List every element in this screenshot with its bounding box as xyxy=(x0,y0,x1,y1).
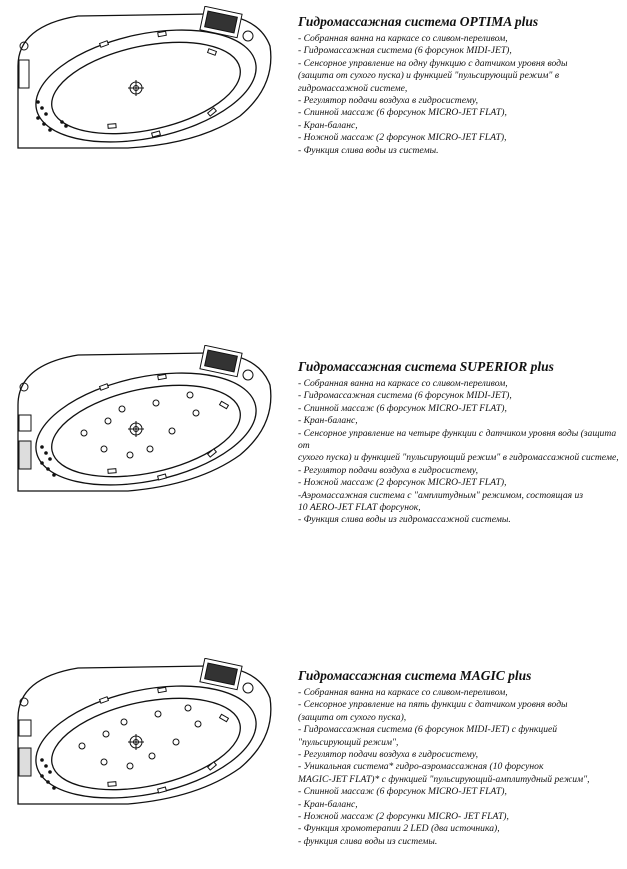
section-title: Гидромассажная система OPTIMA plus xyxy=(298,14,539,29)
jets xyxy=(100,31,217,137)
list-item: гидромассажной системе, xyxy=(298,82,408,94)
list-item: - Собранная ванна на каркасе со сливом-переливом, xyxy=(298,378,508,389)
drain xyxy=(128,734,144,750)
tub-rim xyxy=(26,668,267,816)
tub-basin xyxy=(43,683,248,805)
list-item: - Функция хромотерапии 2 LED (два источника), xyxy=(298,823,500,835)
list-item: - Регулятор подачи воздуха в гидросистему, xyxy=(298,464,479,476)
back-jets xyxy=(40,758,56,790)
list-item: - Ножной массаж (2 форсунок MICRO-JET FLAT), xyxy=(298,132,507,144)
tub-rim xyxy=(26,355,267,503)
drain xyxy=(128,421,144,437)
text-block-optima xyxy=(298,14,620,157)
list-item: - Кран-баланс, xyxy=(298,119,358,131)
jets xyxy=(100,687,229,793)
list-item: - Гидромассажная система (6 форсунок MIDI-JET), xyxy=(298,45,512,57)
back-jets xyxy=(40,445,56,477)
section-title: Гидромассажная система SUPERIOR plus xyxy=(298,359,554,374)
list-item: - Спинной массаж (6 форсунок MICRO-JET FLAT), xyxy=(298,786,507,798)
list-item: - Функция слива воды из гидромассажной системы. xyxy=(298,514,511,526)
list-item: - Уникальная система* гидро-аэромассажная (10 форсунок xyxy=(298,761,544,773)
list-item: - Функция слива воды из системы. xyxy=(298,144,439,156)
list-item: - Кран-баланс, xyxy=(298,798,358,810)
list-item: - Гидромассажная система (6 форсунок MIDI-JET) с функцией xyxy=(298,724,558,736)
text-block-superior xyxy=(298,359,620,527)
tub-diagram-superior xyxy=(8,345,288,505)
section-title: Гидромассажная система MAGIC plus xyxy=(298,668,532,683)
list-item: сухого пуска) и функцией "пульсирующий режим" в гидромассажной системе, xyxy=(298,452,619,464)
side-fittings xyxy=(19,42,29,88)
tub-basin xyxy=(43,27,248,149)
list-item: - Регулятор подачи воздуха в гидросистему, xyxy=(298,749,479,761)
tub-diagram-magic xyxy=(8,658,288,818)
tub-basin xyxy=(43,370,248,492)
list-item: - Сенсорное управление на пять функции с датчиком уровня воды xyxy=(298,699,568,711)
feature-list xyxy=(298,687,620,848)
jets xyxy=(100,374,229,480)
list-item: - Собранная ванна на каркасе со сливом-переливом, xyxy=(298,687,508,698)
list-item: - Ножной массаж (2 форсунки MICRO- JET FLAT), xyxy=(298,811,509,823)
text-block-magic xyxy=(298,668,620,848)
drain xyxy=(128,80,144,96)
list-item: - Спинной массаж (6 форсунок MICRO-JET FLAT), xyxy=(298,402,507,414)
feature-list xyxy=(298,33,620,157)
list-item: (защита от сухого пуска), xyxy=(298,711,407,723)
list-item: - Гидромассажная система (6 форсунок MIDI-JET), xyxy=(298,390,512,402)
list-item: MAGIC-JET FLAT)* с функцией "пульсирующий-амплитудный режим", xyxy=(298,773,590,785)
list-item: (защита от сухого пуска) и функцией "пульсирующий режим" в xyxy=(298,70,560,82)
list-item: - Сенсорное управление на четыре функции с датчиком уровня воды (защита от xyxy=(298,427,617,452)
side-fittings xyxy=(19,698,31,776)
list-item: "пульсирующий режим", xyxy=(298,736,399,748)
list-item: -Аэромассажная система с "амплитудным" режимом, состоящая из xyxy=(298,489,584,501)
list-item: - Сенсорное управление на одну функцию с датчиком уровня воды xyxy=(298,57,568,69)
side-fittings xyxy=(19,383,31,469)
tub-diagram-optima xyxy=(8,6,288,166)
list-item: - функция слива воды из системы. xyxy=(298,835,438,847)
control-panel xyxy=(200,6,253,41)
list-item: - Ножной массаж (2 форсунок MICRO-JET FLAT), xyxy=(298,477,507,489)
list-item: 10 AERO-JET FLAT форсунок, xyxy=(298,502,421,514)
list-item: - Спинной массаж (6 форсунок MICRO-JET FLAT), xyxy=(298,107,507,119)
feature-list xyxy=(298,378,620,527)
list-item: - Регулятор подачи воздуха в гидросистему, xyxy=(298,95,479,107)
list-item: - Собранная ванна на каркасе со сливом-переливом, xyxy=(298,33,508,44)
list-item: - Кран-баланс, xyxy=(298,415,358,427)
